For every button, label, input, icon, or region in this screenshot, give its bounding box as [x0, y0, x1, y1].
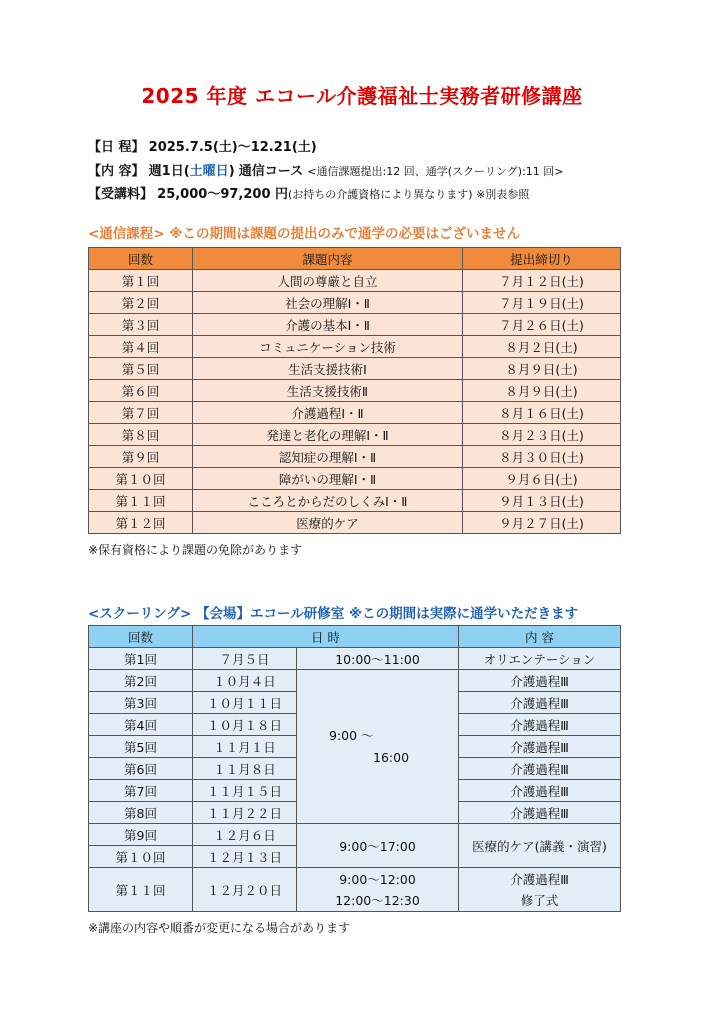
row-count: 第4回 — [89, 714, 193, 736]
row-content: 介護過程Ⅲ — [459, 692, 621, 714]
time-end: 16:00 — [373, 749, 410, 765]
content-line-2: 修了式 — [520, 892, 559, 908]
row-deadline: ７月２６日(土) — [463, 314, 621, 336]
row-date: １２月６日 — [193, 824, 297, 846]
row-deadline: ８月１６日(土) — [463, 402, 621, 424]
table-row — [89, 270, 621, 292]
row-count: 第１１回 — [89, 868, 193, 912]
row-date: １１月１５日 — [193, 780, 297, 802]
schedule-value: 2025.7.5(土)～12.21(土) — [148, 140, 317, 155]
col-header-count: 回数 — [89, 626, 193, 648]
schedule-label: 【日 程】 — [88, 140, 145, 155]
row-count: 第5回 — [89, 736, 193, 758]
row-time: 10:00～11:00 — [297, 648, 459, 670]
row-topic: 発達と老化の理解Ⅰ・Ⅱ — [193, 424, 463, 446]
row-count: 第２回 — [89, 292, 193, 314]
row-time-multi — [297, 868, 459, 912]
correspondence-header-row — [89, 248, 621, 270]
table-row — [89, 292, 621, 314]
row-count: 第7回 — [89, 780, 193, 802]
schooling-heading: <スクーリング> 【会場】エコール研修室 ※この期間は実際に通学いただきます — [88, 606, 579, 622]
table-row — [89, 314, 621, 336]
row-date: １２月１３日 — [193, 846, 297, 868]
table-row — [89, 424, 621, 446]
schedule-line — [88, 136, 317, 155]
time-line-2: 12:00～12:30 — [335, 892, 420, 908]
time-start: 9:00 ～ — [329, 727, 374, 743]
row-content: 介護過程Ⅲ — [459, 802, 621, 824]
row-topic: 社会の理解Ⅰ・Ⅱ — [193, 292, 463, 314]
row-count: 第2回 — [89, 670, 193, 692]
content-line-1: 介護過程Ⅲ — [510, 871, 569, 887]
row-deadline: ８月９日(土) — [463, 358, 621, 380]
row-content-merged: 医療的ケア(講義・演習) — [459, 824, 621, 868]
row-count: 第６回 — [89, 380, 193, 402]
col-header-content: 内 容 — [459, 626, 621, 648]
row-topic: 介護過程Ⅰ・Ⅱ — [193, 402, 463, 424]
table-row — [89, 824, 621, 846]
fee-value: 25,000～97,200 円 — [157, 187, 289, 202]
row-topic: 生活支援技術Ⅱ — [193, 380, 463, 402]
row-content: 介護過程Ⅲ — [459, 736, 621, 758]
row-count: 第3回 — [89, 692, 193, 714]
row-count: 第７回 — [89, 402, 193, 424]
row-count: 第１０回 — [89, 846, 193, 868]
row-count: 第８回 — [89, 424, 193, 446]
table-row — [89, 670, 621, 692]
row-count: 第１０回 — [89, 468, 193, 490]
col-header-deadline: 提出締切り — [463, 248, 621, 270]
row-topic: 生活支援技術Ⅰ — [193, 358, 463, 380]
correspondence-heading: <通信課程> ※この期間は課題の提出のみで通学の必要はございません — [88, 226, 520, 242]
row-deadline: ９月１３日(土) — [463, 490, 621, 512]
row-count: 第９回 — [89, 446, 193, 468]
row-topic: 障がいの理解Ⅰ・Ⅱ — [193, 468, 463, 490]
content-course: 通信コース — [238, 164, 304, 179]
col-header-count: 回数 — [89, 248, 193, 270]
row-count: 第５回 — [89, 358, 193, 380]
row-topic: 人間の尊厳と自立 — [193, 270, 463, 292]
row-count: 第1回 — [89, 648, 193, 670]
row-topic: 介護の基本Ⅰ・Ⅱ — [193, 314, 463, 336]
row-count: 第6回 — [89, 758, 193, 780]
row-count: 第１１回 — [89, 490, 193, 512]
row-date: １０月１１日 — [193, 692, 297, 714]
correspondence-table — [88, 247, 621, 534]
table-row — [89, 648, 621, 670]
row-date: １１月１日 — [193, 736, 297, 758]
row-deadline: ７月１２日(土) — [463, 270, 621, 292]
row-topic: こころとからだのしくみⅠ・Ⅱ — [193, 490, 463, 512]
fee-line — [88, 183, 529, 202]
correspondence-note: ※保有資格により課題の免除があります — [88, 543, 303, 557]
schooling-note: ※講座の内容や順番が変更になる場合があります — [88, 921, 351, 935]
table-row — [89, 446, 621, 468]
row-deadline: ８月２３日(土) — [463, 424, 621, 446]
content-line — [88, 160, 563, 179]
row-content: 介護過程Ⅲ — [459, 780, 621, 802]
table-row — [89, 468, 621, 490]
row-content: 介護過程Ⅲ — [459, 670, 621, 692]
row-deadline: ８月９日(土) — [463, 380, 621, 402]
table-row — [89, 490, 621, 512]
row-deadline: ８月２日(土) — [463, 336, 621, 358]
content-suffix: ) — [228, 164, 235, 179]
row-deadline: ９月６日(土) — [463, 468, 621, 490]
row-date: １０月４日 — [193, 670, 297, 692]
row-time-merged — [297, 670, 459, 824]
row-count: 第４回 — [89, 336, 193, 358]
content-note: <通信課題提出:12 回、通学(スクーリング):11 回> — [307, 165, 564, 178]
row-count: 第8回 — [89, 802, 193, 824]
table-row — [89, 402, 621, 424]
row-topic: コミュニケーション技術 — [193, 336, 463, 358]
table-row — [89, 380, 621, 402]
fee-label: 【受講料】 — [88, 187, 154, 202]
row-topic: 認知症の理解Ⅰ・Ⅱ — [193, 446, 463, 468]
row-content: オリエンテーション — [459, 648, 621, 670]
row-deadline: ７月１９日(土) — [463, 292, 621, 314]
col-header-topic: 課題内容 — [193, 248, 463, 270]
row-date: １０月１８日 — [193, 714, 297, 736]
row-date: １２月２０日 — [193, 868, 297, 912]
col-header-datetime: 日 時 — [193, 626, 459, 648]
row-deadline: ９月２７日(土) — [463, 512, 621, 534]
row-count: 第9回 — [89, 824, 193, 846]
row-time-merged: 9:00～17:00 — [297, 824, 459, 868]
schooling-table — [88, 625, 621, 912]
row-count: 第１２回 — [89, 512, 193, 534]
table-row — [89, 336, 621, 358]
row-count: 第１回 — [89, 270, 193, 292]
schooling-header-row — [89, 626, 621, 648]
row-date: １１月２２日 — [193, 802, 297, 824]
content-label: 【内 容】 — [88, 164, 145, 179]
page-title: 2025 年度 エコール介護福祉士実務者研修講座 — [141, 84, 583, 108]
row-topic: 医療的ケア — [193, 512, 463, 534]
content-day: 土曜日 — [189, 164, 229, 179]
content-prefix: 週1日( — [148, 164, 190, 179]
row-content-multi — [459, 868, 621, 912]
time-line-1: 9:00～12:00 — [339, 871, 416, 887]
table-row — [89, 358, 621, 380]
row-date: ７月５日 — [193, 648, 297, 670]
row-content: 介護過程Ⅲ — [459, 714, 621, 736]
table-row — [89, 512, 621, 534]
row-count: 第３回 — [89, 314, 193, 336]
table-row — [89, 868, 621, 912]
row-date: １１月８日 — [193, 758, 297, 780]
row-deadline: ８月３０日(土) — [463, 446, 621, 468]
row-content: 介護過程Ⅲ — [459, 758, 621, 780]
fee-note: (お持ちの介護資格により異なります) ※別表参照 — [288, 188, 530, 201]
